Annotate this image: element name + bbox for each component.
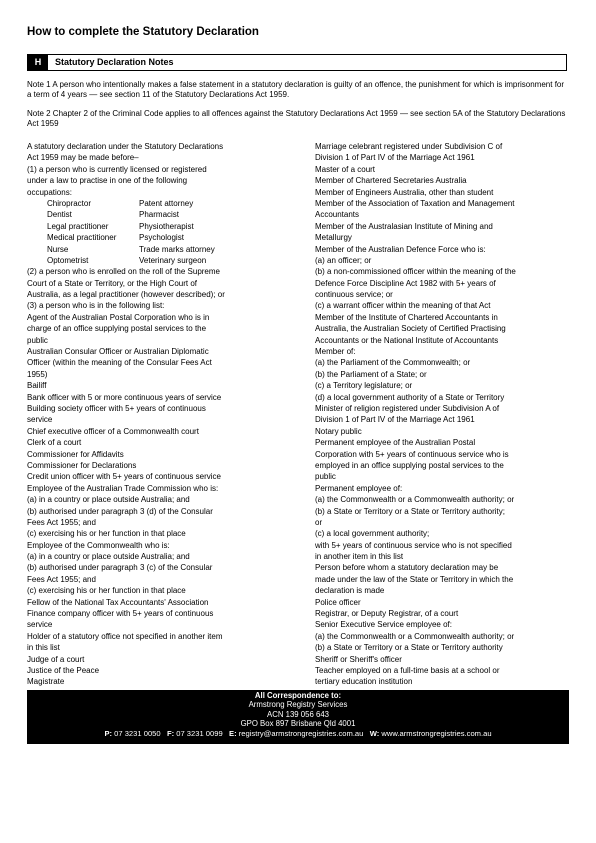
list-item: Chief executive officer of a Commonwealth court: [27, 426, 199, 436]
list-item: Registrar, or Deputy Registrar, of a court: [315, 609, 459, 619]
list-item: service: [27, 620, 53, 630]
list-item: Member of the Australian Defence Force who is:: [315, 244, 486, 254]
list-item: with 5+ years of continuous service who is not specified: [315, 540, 512, 550]
list-item: (a) in a country or place outside Australia; and: [27, 495, 190, 505]
footer-contact-line: [27, 729, 569, 738]
list-item: Member of Chartered Secretaries Australia: [315, 176, 467, 186]
occupation-item: Trade marks attorney: [139, 244, 215, 254]
list-item: Finance company officer with 5+ years of continuous: [27, 609, 214, 619]
list-item: (c) exercising his or her function in that place: [27, 529, 186, 539]
list-item: made under the law of the State or Territory in which the: [315, 574, 514, 584]
list-item: Person before whom a statutory declaration may be: [315, 563, 499, 573]
list-item: Building society officer with 5+ years of continuous: [27, 403, 206, 413]
list-item: Member of Engineers Australia, other than student: [315, 187, 494, 197]
email-label: E:: [229, 728, 237, 738]
list-item: (2) a person who is enrolled on the roll of the Supreme: [27, 267, 220, 277]
list-item: Police officer: [315, 597, 361, 607]
list-item: Bank officer with 5 or more continuous years of service: [27, 392, 222, 402]
list-item: Holder of a statutory office not specified in another item: [27, 631, 223, 641]
list-item: Credit union officer with 5+ years of continuous service: [27, 472, 221, 482]
list-item: (d) a local government authority of a State or Territory: [315, 392, 505, 402]
list-item: Commissioner for Declarations: [27, 460, 137, 470]
occupation-item: Patent attorney: [139, 198, 194, 208]
footer-company: Armstrong Registry Services: [248, 700, 348, 710]
section-header: [27, 54, 567, 71]
right-column: [315, 141, 573, 688]
list-item: Member of the Association of Taxation and Management: [315, 198, 515, 208]
list-item: Justice of the Peace: [27, 665, 100, 675]
occupation-item: Psychologist: [139, 233, 184, 243]
list-item: Corporation with 5+ years of continuous service who is: [315, 449, 509, 459]
list-item: Agent of the Australian Postal Corporation who is in: [27, 312, 210, 322]
list-item: continuous service; or: [315, 290, 393, 300]
list-item: Permanent employee of the Australian Postal: [315, 438, 476, 448]
occupation-row: [27, 244, 280, 255]
list-item: Sheriff or Sheriff's officer: [315, 654, 402, 664]
list-item: (a) the Parliament of the Commonwealth; or: [315, 358, 471, 368]
list-item: Fees Act 1955; and: [27, 517, 96, 527]
list-item: Employee of the Australian Trade Commission who is:: [27, 483, 219, 493]
list-item: Member of:: [315, 347, 356, 357]
occupation-row: [27, 255, 280, 266]
footer-acn: ACN 139 056 643: [267, 709, 329, 719]
section-heading: Statutory Declaration Notes: [55, 57, 174, 67]
list-item: (3) a person who is in the following list:: [27, 301, 165, 311]
list-item: Accountants or the National Institute of Accountants: [315, 335, 499, 345]
list-item: public: [27, 335, 48, 345]
list-item: (a) the Commonwealth or a Commonwealth authority; or: [315, 631, 515, 641]
section-letter: H: [28, 55, 48, 70]
phone-number: 07 3231 0050: [114, 728, 161, 738]
fax-number: 07 3231 0099: [176, 728, 223, 738]
list-item: Defence Force Discipline Act 1982 with 5+ years of: [315, 278, 496, 288]
text-line: Act 1959 may be made before–: [27, 153, 139, 163]
list-item: Member of the Australasian Institute of Mining and: [315, 221, 493, 231]
occupation-item: Veterinary surgeon: [139, 255, 207, 265]
occupation-row: [27, 232, 280, 243]
page-title: How to complete the Statutory Declaration: [27, 26, 259, 38]
list-item: Minister of religion registered under Subdivision A of: [315, 403, 500, 413]
list-item: Clerk of a court: [27, 438, 82, 448]
list-item: Teacher employed on a full-time basis at a school or: [315, 665, 500, 675]
occupation-item: Medical practitioner: [47, 233, 117, 243]
list-item: in another item in this list: [315, 552, 404, 562]
list-item: (a) an officer; or: [315, 255, 372, 265]
list-item: Fellow of the National Tax Accountants' Association: [27, 597, 209, 607]
list-item: tertiary education institution: [315, 677, 413, 687]
list-item: Marriage celebrant registered under Subdivision C of: [315, 142, 503, 151]
email-link[interactable]: registry@armstrongregistries.com.au: [238, 728, 364, 738]
list-item: Senior Executive Service employee of:: [315, 620, 452, 630]
occupation-item: Chiropractor: [47, 198, 92, 208]
list-item: service: [27, 415, 53, 425]
list-item: Magistrate: [27, 677, 65, 687]
note-2: Note 2 Chapter 2 of the Criminal Code applies to all offences against the Statutory Declarations Act 1959 — see section 5A of the Statutory Declarations Act 1959: [27, 109, 566, 128]
list-item: charge of an office supplying postal services to the: [27, 324, 207, 334]
list-item: (a) in a country or place outside Australia; and: [27, 552, 190, 562]
authorised-witness-list-right: [315, 141, 573, 688]
list-item: Notary public: [315, 426, 362, 436]
list-item: Officer (within the meaning of the Consular Fees Act: [27, 358, 212, 368]
occupation-item: Dentist: [47, 210, 72, 220]
text-line: (1) a person who is currently licensed or registered: [27, 164, 207, 174]
list-item: (b) a State or Territory or a State or Territory authority: [315, 643, 503, 653]
list-item: or: [315, 517, 323, 527]
list-item: (b) authorised under paragraph 3 (c) of the Consular: [27, 563, 213, 573]
fax-label: F:: [166, 728, 175, 738]
intro-text: [27, 141, 280, 198]
text-line: A statutory declaration under the Statutory Declarations: [27, 142, 224, 151]
occupation-item: Physiotherapist: [139, 221, 194, 231]
list-item: (b) authorised under paragraph 3 (d) of the Consular: [27, 506, 213, 516]
list-item: Australia, the Australian Society of Certified Practising: [315, 324, 506, 334]
list-item: Court of a State or Territory, or the High Court of: [27, 278, 197, 288]
list-item: Australia, as a legal practitioner (however described); or: [27, 290, 225, 300]
occupation-item: Nurse: [47, 244, 69, 254]
left-column: [27, 141, 280, 688]
list-item: Master of a court: [315, 164, 376, 174]
list-item: Employee of the Commonwealth who is:: [27, 540, 170, 550]
occupation-item: Optometrist: [47, 255, 89, 265]
phone-label: P:: [104, 728, 113, 738]
occupation-item: Pharmacist: [139, 210, 180, 220]
list-item: Member of the Institute of Chartered Accountants in: [315, 312, 498, 322]
text-line: occupations:: [27, 187, 72, 197]
list-item: Judge of a court: [27, 654, 85, 664]
list-item: 1955): [27, 369, 48, 379]
note-1: Note 1 A person who intentionally makes a false statement in a statutory declaration is guilty of an offence, the punishment for which is imprisonment for a term of 4 years — see section 11 of the Statutory Declarations Act 1959.: [27, 80, 565, 99]
text-line: under a law to practise in one of the following: [27, 176, 188, 186]
list-item: (c) a warrant officer within the meaning of that Act: [315, 301, 491, 311]
list-item: declaration is made: [315, 586, 385, 596]
correspondence-footer: [27, 690, 569, 744]
list-item: Australian Consular Officer or Australian Diplomatic: [27, 347, 209, 357]
list-item: (c) a local government authority;: [315, 529, 430, 539]
list-item: Commissioner for Affidavits: [27, 449, 124, 459]
occupation-list: [27, 198, 280, 266]
occupation-row: [27, 221, 280, 232]
list-item: (c) exercising his or her function in that place: [27, 586, 186, 596]
list-item: (b) a non-commissioned officer within the meaning of the: [315, 267, 516, 277]
list-item: Metallurgy: [315, 233, 352, 243]
list-item: in this list: [27, 643, 60, 653]
list-item: employed in an office supplying postal services to the: [315, 460, 504, 470]
list-item: Division 1 of Part IV of the Marriage Act 1961: [315, 153, 475, 163]
list-item: (b) a State or Territory or a State or Territory authority;: [315, 506, 505, 516]
occupation-row: [27, 198, 280, 209]
web-label: W:: [369, 728, 380, 738]
list-item: Accountants: [315, 210, 360, 220]
occupation-item: Legal practitioner: [47, 221, 109, 231]
footer-address: GPO Box 897 Brisbane Qld 4001: [240, 719, 356, 729]
list-item: (a) the Commonwealth or a Commonwealth authority; or: [315, 495, 515, 505]
list-item: Bailiff: [27, 381, 47, 391]
list-item: Division 1 of Part IV of the Marriage Act 1961: [315, 415, 475, 425]
list-item: Fees Act 1955; and: [27, 574, 96, 584]
web-link[interactable]: www.armstrongregistries.com.au: [381, 728, 492, 738]
authorised-witness-list-left: [27, 266, 280, 687]
list-item: Permanent employee of:: [315, 483, 403, 493]
footer-heading: All Correspondence to:: [254, 691, 342, 700]
list-item: public: [315, 472, 336, 482]
list-item: (b) the Parliament of a State; or: [315, 369, 427, 379]
list-item: (c) a Territory legislature; or: [315, 381, 413, 391]
occupation-row: [27, 209, 280, 220]
